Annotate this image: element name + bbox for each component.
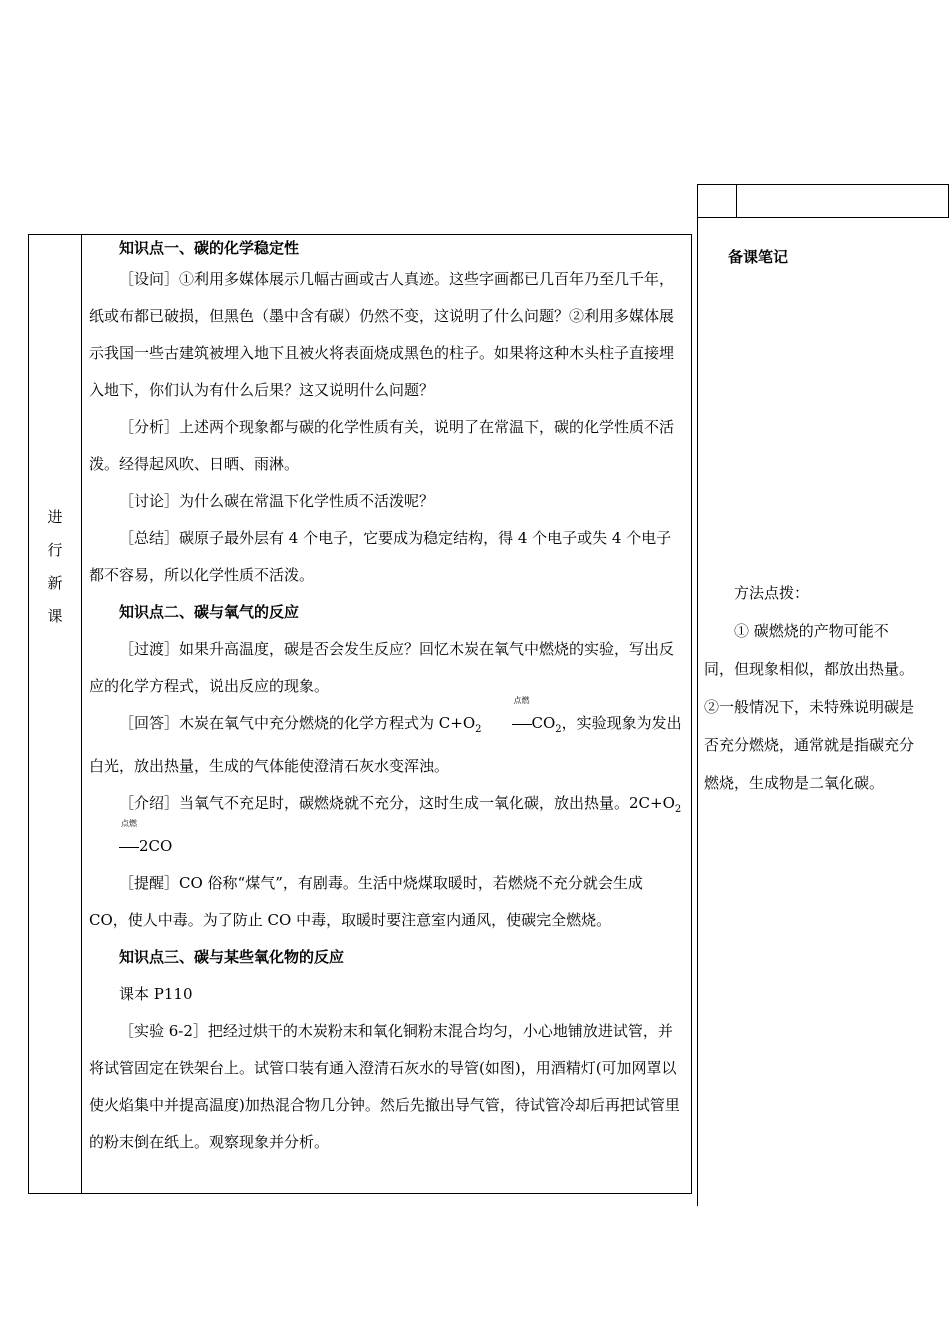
paragraph: ［设问］①利用多媒体展示几幅古画或古人真迹。这些字画都已几百年乃至几千年，纸或布都已破损，但黑色（墨中含有碳）仍然不变，这说明了什么问题？②利用多媒体展示我国一些古建筑被埋入地下且被火将表面烧成黑色的柱子。如果将这种木头柱子直接埋入地下，你们认为有什么后果？这又说明什么问题？ bbox=[89, 270, 675, 399]
paragraph: ［提醒］CO 俗称“煤气”，有剧毒。生活中烧煤取暖时，若燃烧不充分就会生成 CO，使人中毒。为了防止 CO 中毒，取暖时要注意室内通风，使碳完全燃烧。 bbox=[89, 874, 643, 929]
stage-char: 进 bbox=[47, 508, 63, 526]
condition-label: 点燃 bbox=[121, 819, 137, 828]
paragraph: 课本 P110 bbox=[119, 985, 193, 1003]
subscript: 2 bbox=[475, 724, 482, 735]
condition-label: 点燃 bbox=[513, 696, 530, 705]
side-column-border bbox=[697, 218, 698, 1206]
method-text: ① 碳燃烧的产物可能不同，但现象相似，都放出热量。②一般情况下，未特殊说明碳是否充分燃烧，通常就是指碳充分燃烧，生成物是二氧化碳。 bbox=[704, 622, 915, 792]
text-run: ，实验现象为发出白光，放出热量，生成的气体能使澄清石灰水变浑浊。 bbox=[89, 714, 682, 775]
text-run: ［回答］木炭在氧气中充分燃烧的化学方程式为 C+O bbox=[119, 714, 476, 732]
subscript: 2 bbox=[674, 804, 682, 815]
subscript: 2 bbox=[555, 724, 562, 735]
paragraph: ［实验 6-2］把经过烘干的木炭粉末和氧化铜粉末混合均匀，小心地铺放进试管，并将试管固定在铁架台上。试管口装有通入澄清石灰水的导管(如图)，用酒精灯(可加网罩以使火焰集中并提高温度)加热混合物几分钟。然后先撤出导气管，待试管冷却后再把试管里的粉末倒在纸上。观察现象并分析。 bbox=[89, 1022, 680, 1151]
condition-line bbox=[119, 847, 139, 848]
paragraph: ［讨论］为什么碳在常温下化学性质不活泼呢？ bbox=[119, 492, 435, 510]
equation-paragraph bbox=[89, 785, 685, 865]
method-notes bbox=[704, 574, 914, 802]
text-run: CO bbox=[531, 714, 556, 732]
text-run: ［介绍］当氧气不充足时，碳燃烧就不充分，这时生成一氧化碳，放出热量。2C+O bbox=[119, 794, 675, 812]
stage-char: 新 bbox=[47, 574, 63, 592]
section-title: 知识点三、碳与某些氧化物的反应 bbox=[119, 948, 345, 966]
stage-column bbox=[29, 235, 82, 1193]
section-title: 知识点二、碳与氧气的反应 bbox=[119, 603, 300, 621]
condition-line bbox=[512, 724, 532, 725]
reaction-condition bbox=[89, 819, 139, 865]
paragraph: ［总结］碳原子最外层有 4 个电子，它要成为稳定结构，得 4 个电子或失 4 个电子都不容易，所以化学性质不活泼。 bbox=[89, 529, 672, 584]
equation-paragraph bbox=[89, 696, 685, 785]
paragraph: ［分析］上述两个现象都与碳的化学性质有关，说明了在常温下，碳的化学性质不活泼。经得起风吹、日晒、雨淋。 bbox=[89, 418, 675, 473]
section-title: 知识点一、碳的化学稳定性 bbox=[119, 239, 300, 257]
side-notes-title: 备课笔记 bbox=[728, 248, 789, 266]
stage-char: 课 bbox=[47, 607, 63, 625]
text-run: 2CO bbox=[139, 837, 173, 855]
stage-label bbox=[29, 501, 81, 633]
lesson-content bbox=[89, 235, 685, 1161]
lesson-table bbox=[28, 234, 692, 1194]
header-box bbox=[697, 184, 949, 218]
paragraph: ［过渡］如果升高温度，碳是否会发生反应？回忆木炭在氧气中燃烧的实验，写出反应的化学方程式，说出反应的现象。 bbox=[89, 640, 675, 695]
stage-char: 行 bbox=[47, 541, 63, 559]
reaction-condition bbox=[482, 696, 532, 742]
method-title: 方法点拨： bbox=[734, 584, 810, 602]
header-box-divider bbox=[736, 185, 737, 217]
